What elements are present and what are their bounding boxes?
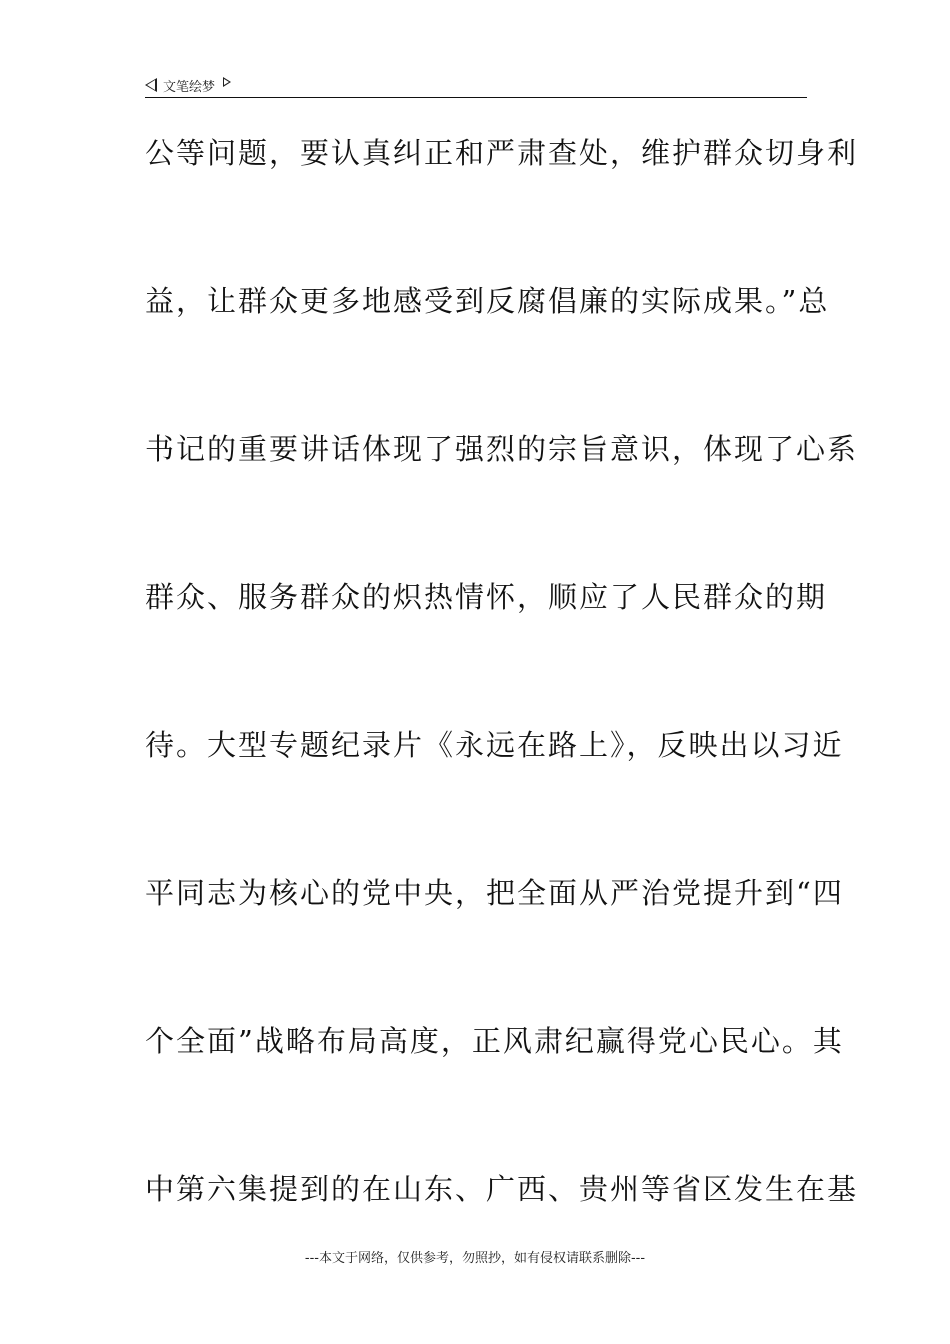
body-line: 书记的重要讲话体现了强烈的宗旨意识，体现了心系 xyxy=(145,432,859,466)
triangle-left-icon xyxy=(145,78,157,92)
document-body xyxy=(145,128,859,1312)
body-line: 平同志为核心的党中央，把全面从严治党提升到“四 xyxy=(145,876,844,910)
header-title: 文笔绘梦 xyxy=(163,79,216,95)
triangle-right-icon xyxy=(223,77,231,87)
body-line: 群众、服务群众的炽热情怀，顺应了人民群众的期 xyxy=(145,580,828,614)
footer-notice: ---本文于网络，仅供参考，勿照抄，如有侵权请联系删除--- xyxy=(304,1251,646,1266)
page-header xyxy=(145,74,807,96)
body-line: 益，让群众更多地感受到反腐倡廉的实际成果。”总 xyxy=(145,284,830,318)
body-line: 公等问题，要认真纠正和严肃查处，维护群众切身利 xyxy=(145,136,859,170)
body-line: 中第六集提到的在山东、广西、贵州等省区发生在基 xyxy=(145,1172,859,1206)
body-line: 待。大型专题纪录片《永远在路上》，反映出以习近 xyxy=(145,728,844,762)
body-line: 个全面”战略布局高度，正风肃纪赢得党心民心。其 xyxy=(145,1024,844,1058)
header-divider xyxy=(145,97,807,98)
